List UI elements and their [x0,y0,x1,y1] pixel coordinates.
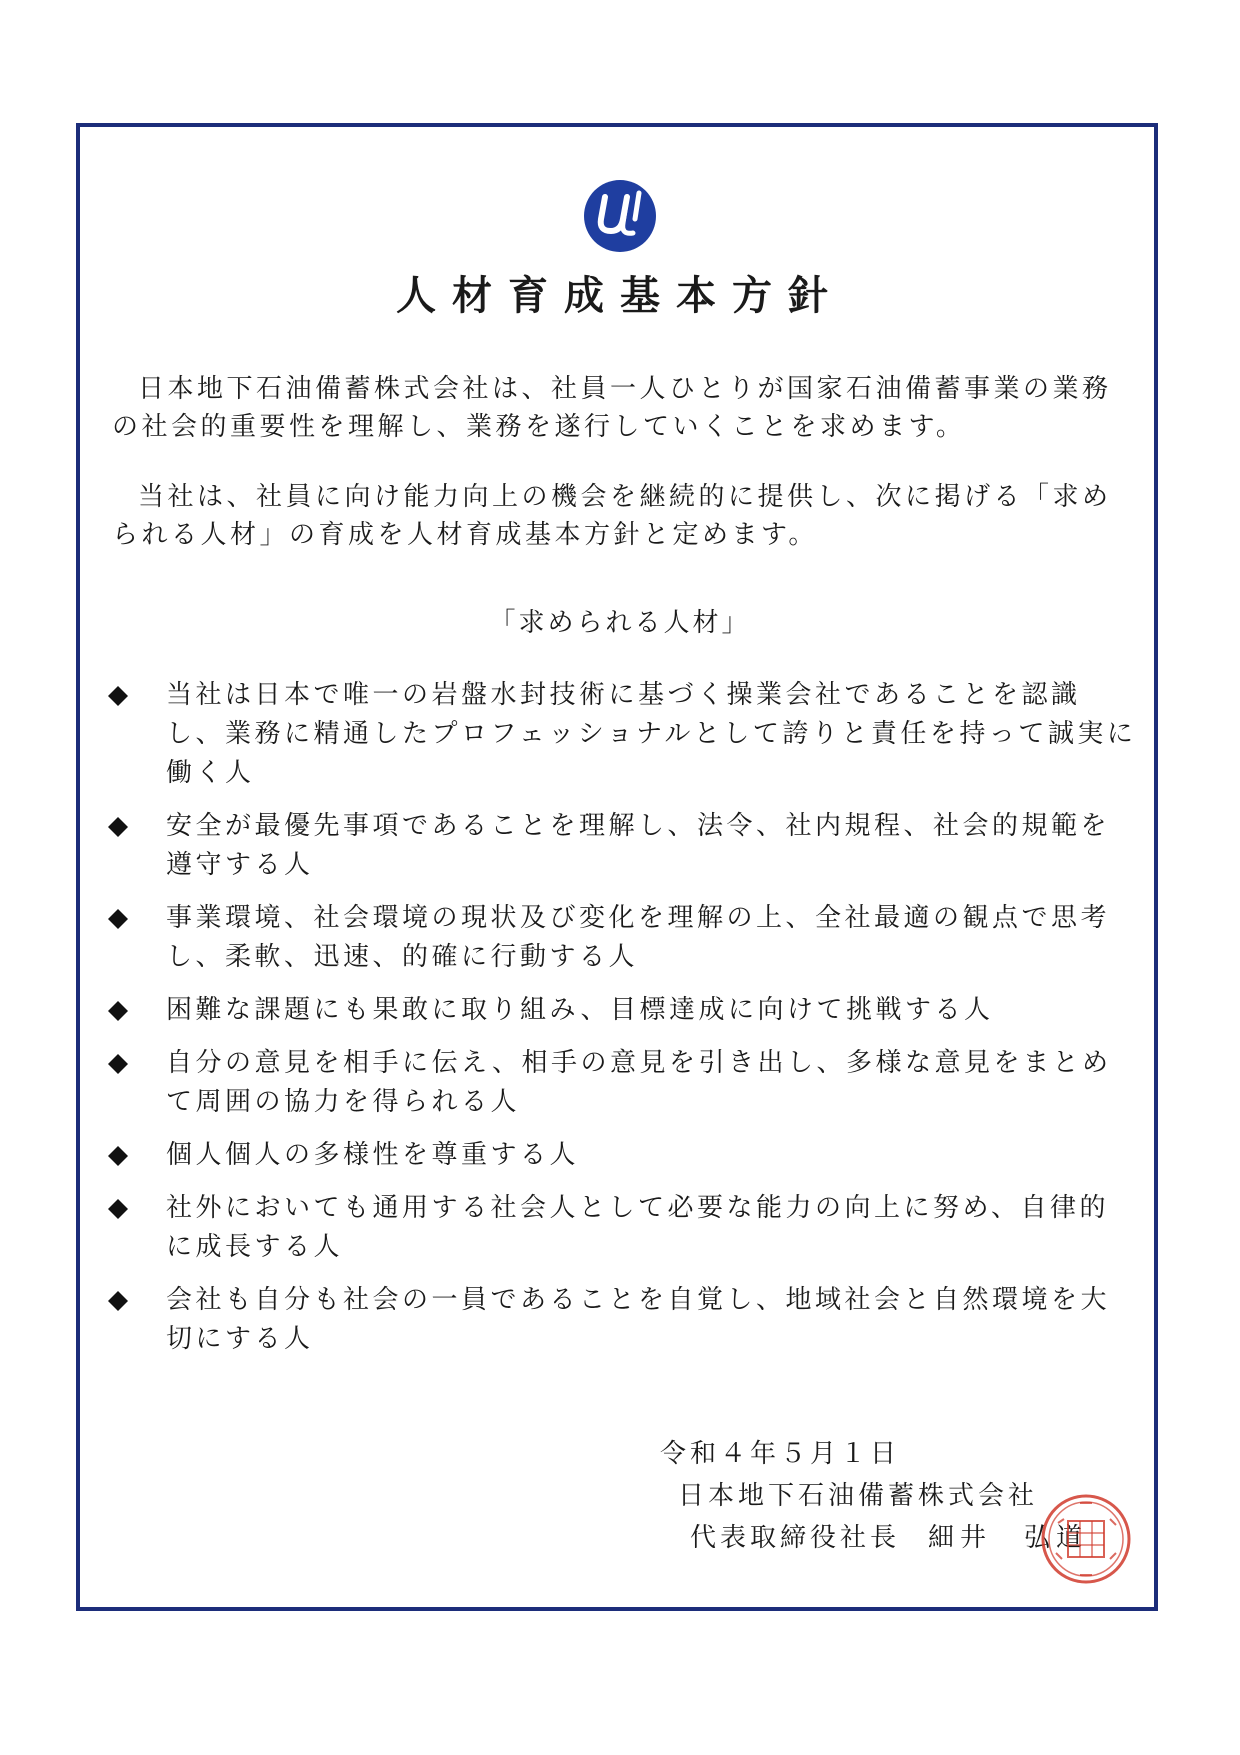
list-item [108,1044,1138,1122]
diamond-bullet-icon [108,909,128,929]
signature-date: 令和４年５月１日 [660,1439,901,1469]
list-item [108,991,1138,1030]
list-item [108,1136,1138,1175]
diamond-bullet-icon [108,686,128,706]
list-item-text: 当社は日本で唯一の岩盤水封技術に基づく操業会社であることを認識し、業務に精通したプロフェッショナルとして誇りと責任を持って誠実に働く人 [166,680,1137,788]
page-title: 人材育成基本方針 [396,272,844,319]
diamond-bullet-icon [108,1199,128,1219]
list-item [108,899,1138,977]
company-seal-icon [1040,1493,1132,1585]
diamond-bullet-icon [108,1001,128,1021]
list-item [108,676,1138,793]
diamond-bullet-icon [108,1291,128,1311]
requirements-list [108,676,1138,1373]
diamond-bullet-icon [108,1146,128,1166]
signature-title: 代表取締役社長 [690,1523,901,1553]
list-item-text: 会社も自分も社会の一員であることを自覚し、地域社会と自然環境を大切にする人 [166,1285,1111,1354]
diamond-bullet-icon [108,1054,128,1074]
list-item-text: 困難な課題にも果敢に取り組み、目標達成に向けて挑戦する人 [166,995,994,1025]
list-item-text: 個人個人の多様性を尊重する人 [166,1140,580,1170]
section-heading: 「求められる人材」 [489,608,751,638]
list-item-text: 社外においても通用する社会人として必要な能力の向上に努め、自律的に成長する人 [166,1193,1109,1262]
list-item-text: 自分の意見を相手に伝え、相手の意見を引き出し、多様な意見をまとめて周囲の協力を得られる人 [166,1048,1112,1117]
list-item [108,1281,1138,1359]
list-item-text: 事業環境、社会環境の現状及び変化を理解の上、全社最適の観点で思考し、柔軟、迅速、的確に行動する人 [166,903,1111,972]
list-item [108,807,1138,885]
signature-name: 細井 弘道 [928,1523,1089,1553]
intro-paragraph: 日本地下石油備蓄株式会社は、社員一人ひとりが国家石油備蓄事業の業務の社会的重要性を理解し、業務を遂行していくことを求めます。 [112,374,1112,442]
signature-company: 日本地下石油備蓄株式会社 [678,1481,1039,1511]
intro-paragraph: 当社は、社員に向け能力向上の機会を継続的に提供し、次に掲げる「求められる人材」の育成を人材育成基本方針と定めます。 [112,482,1112,550]
list-item [108,1189,1138,1267]
list-item-text: 安全が最優先事項であることを理解し、法令、社内規程、社会的規範を遵守する人 [166,811,1111,880]
company-logo [583,179,657,253]
diamond-bullet-icon [108,817,128,837]
